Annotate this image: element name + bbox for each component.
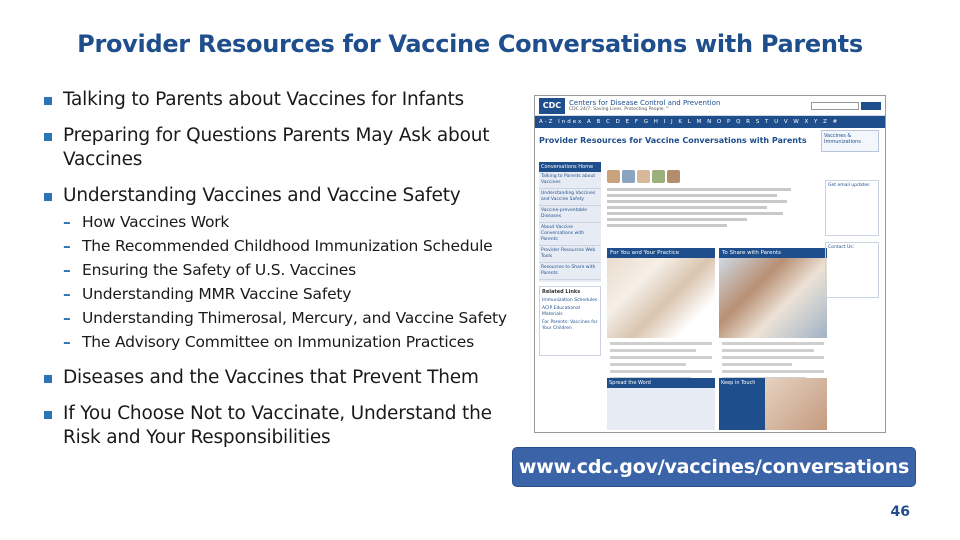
nav-item: Resources to Share with Parents <box>539 263 601 280</box>
dash-bullet-icon: – <box>63 213 71 231</box>
share-icons <box>607 170 680 183</box>
related-item: Immunization Schedules <box>542 298 598 303</box>
sub-bullet-text: Ensuring the Safety of U.S. Vaccines <box>82 261 356 279</box>
spread-header: Spread the Word <box>607 378 715 388</box>
keep-header: Keep in Touch <box>719 378 765 430</box>
related-item: For Parents: Vaccines for Your Children <box>542 320 598 331</box>
az-index-bar: A-Z Index A B C D E F G H I J K L M N O P Q R S T U V W X Y Z # <box>535 116 885 128</box>
email-updates-box: Get email updates <box>825 180 879 236</box>
bullet-text: If You Choose Not to Vaccinate, Understand the Risk and Your Responsibilities <box>63 403 492 448</box>
sub-bullet-text: How Vaccines Work <box>82 213 230 231</box>
bullet-text: Preparing for Questions Parents May Ask about Vaccines <box>63 125 490 170</box>
square-bullet-icon <box>44 97 52 105</box>
square-bullet-icon <box>44 193 52 201</box>
photo-thumbnail <box>652 170 665 183</box>
intro-text <box>607 188 807 230</box>
square-bullet-icon <box>44 133 52 141</box>
search-button <box>861 102 881 110</box>
slide-title: Provider Resources for Vaccine Conversations with Parents <box>77 30 863 58</box>
page-number: 46 <box>890 504 910 520</box>
sub-bullet-text: The Advisory Committee on Immunization Practices <box>82 333 474 351</box>
sub-bullet <box>63 282 512 306</box>
nav-item: Understanding Vaccines and Vaccine Safety <box>539 189 601 206</box>
family-photo <box>765 378 827 430</box>
sub-bullet-text: Understanding MMR Vaccine Safety <box>82 285 352 303</box>
bullet-if-you-choose <box>44 402 512 450</box>
photo-thumbnail <box>667 170 680 183</box>
related-item: ACIP Educational Materials <box>542 306 581 317</box>
thumbnail-right-rail <box>825 180 879 304</box>
nav-item: Vaccine-preventable Diseases <box>539 206 601 223</box>
column-header: To Share with Parents <box>719 248 827 258</box>
sub-bullet <box>63 330 512 354</box>
bullet-text: Diseases and the Vaccines that Prevent Them <box>63 367 479 388</box>
nav-item: Provider Resources Web Tools <box>539 246 601 263</box>
dash-bullet-icon: – <box>63 285 71 303</box>
nav-item: About Vaccine Conversations with Parents <box>539 223 601 246</box>
photo-thumbnail <box>637 170 650 183</box>
vaccines-badge: Vaccines & Immunizations <box>821 130 879 152</box>
keep-in-touch <box>719 378 827 430</box>
dash-bullet-icon: – <box>63 237 71 255</box>
column-header: For You and Your Practice <box>607 248 715 258</box>
cdc-name <box>569 99 720 113</box>
sub-bullet-list <box>44 210 512 354</box>
dash-bullet-icon: – <box>63 309 71 327</box>
dash-bullet-icon: – <box>63 261 71 279</box>
sub-bullet <box>63 234 512 258</box>
sub-bullet <box>63 210 512 234</box>
sub-bullet-text: Understanding Thimerosal, Mercury, and Vaccine Safety <box>82 309 507 327</box>
photo-thumbnail <box>622 170 635 183</box>
doctor-photo <box>607 258 715 338</box>
nav-item: Talking to Parents about Vaccines <box>539 172 601 189</box>
related-links <box>539 286 601 356</box>
bullet-list <box>44 88 512 450</box>
bullet-talking-to-parents <box>44 88 512 112</box>
thumbnail-left-nav <box>539 162 601 282</box>
square-bullet-icon <box>44 375 52 383</box>
dash-bullet-icon: – <box>63 333 71 351</box>
cdc-header <box>535 96 885 116</box>
bullet-preparing-questions <box>44 124 512 172</box>
sub-bullet-text: The Recommended Childhood Immunization Schedule <box>82 237 493 255</box>
bullet-understanding-vaccines <box>44 184 512 208</box>
url-banner[interactable]: www.cdc.gov/vaccines/conversations <box>512 447 916 487</box>
contact-us-box: Contact Us: <box>825 242 879 298</box>
bullet-text: Talking to Parents about Vaccines for Infants <box>63 89 464 110</box>
bullet-text: Understanding Vaccines and Vaccine Safety <box>63 185 461 206</box>
cdc-logo: CDC <box>539 98 565 114</box>
nav-header: Conversations Home <box>539 162 601 172</box>
bullet-diseases <box>44 366 512 390</box>
thumbnail-page-title: Provider Resources for Vaccine Conversations with Parents <box>539 136 807 145</box>
sub-bullet <box>63 258 512 282</box>
parents-photo <box>719 258 827 338</box>
related-header: Related Links <box>542 289 581 295</box>
search-input <box>811 102 859 110</box>
photo-thumbnail <box>607 170 620 183</box>
square-bullet-icon <box>44 411 52 419</box>
sub-bullet <box>63 306 512 330</box>
org-name: Centers for Disease Control and Prevention <box>569 98 721 107</box>
search-bar <box>811 102 881 110</box>
website-screenshot <box>534 95 886 433</box>
tagline: CDC 24/7: Saving Lives. Protecting People.™ <box>569 106 670 112</box>
spread-the-word <box>607 378 715 430</box>
